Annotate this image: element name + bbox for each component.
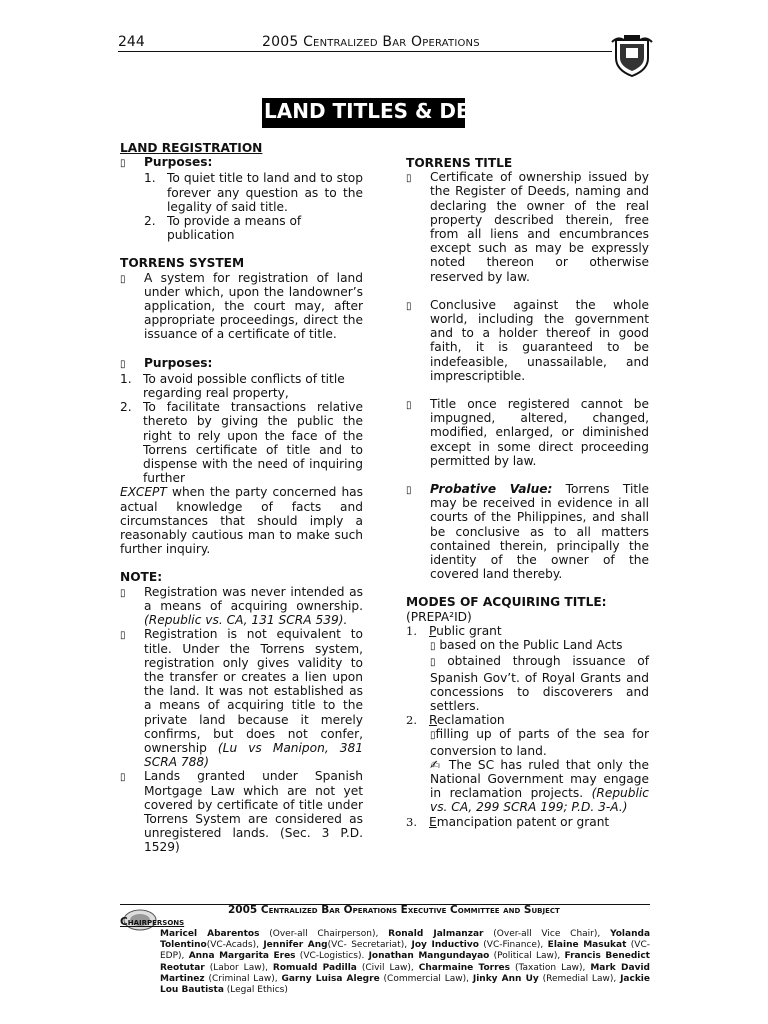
modes-heading: MODES OF ACQUIRING TITLE: — [406, 595, 607, 610]
person-name: Garny Luisa Alegre — [281, 973, 380, 984]
list-item: ▯ Registration is not equivalent to title. Under the Torrens system, registration only gives validity to the transfer or creates a lien upon the land. It was not established as a means of acquiring title to the private land because it merely confirms, but does not confer, ownership (Lu vs Manipon, 381 SCRA 788) — [120, 627, 363, 769]
purposes-label-row — [120, 155, 363, 171]
square-bullet-icon — [406, 482, 430, 581]
person-role: (Political Law), — [489, 951, 565, 962]
list-item: ▯ Lands granted under Spanish Mortgage Law which are not yet covered by certificate of title under Torrens System are considered as unregistered lands. (Sec. 3 P.D. 1529) — [120, 769, 363, 854]
person-name: Elaine Masukat — [547, 940, 627, 951]
person-role: (Over-all Vice Chair), — [483, 929, 611, 939]
person-role: (Legal Ethics) — [223, 985, 288, 996]
list-item: ▯ Probative Value: Torrens Title may be received in evidence in all courts of the Philippines, and shall be conclusive as to all matters contained therein, principally the identity of the owner of the covered land thereby. — [406, 482, 649, 581]
square-bullet-icon — [406, 298, 430, 383]
person-role: (VC-EDP), — [160, 940, 650, 962]
person-role: (Remedial Law), — [538, 973, 621, 984]
square-bullet-icon — [120, 271, 144, 342]
person-role: (Commercial Law), — [379, 973, 473, 984]
writing-hand-icon: ✍ — [430, 757, 443, 772]
torrens-system-heading: TORRENS SYSTEM — [120, 256, 245, 271]
list-item: ▯ Certificate of ownership issued by the Register of Deeds, naming and declaring the owner of the real property described therein, free from all liens and encumbrances except such as may be expressly noted thereon or otherwise reserved by law. — [406, 170, 649, 284]
list-item — [120, 271, 363, 342]
person-name: Jinky Ann Uy — [472, 973, 539, 984]
person-role: (VC-Logistics). — [295, 951, 369, 962]
list-item: ✍ The SC has ruled that only the National Government may engage in reclamation projects. (Republic vs. CA, 299 SCRA 199; P.D. 3-A.) — [430, 757, 649, 815]
list-item: ▯ obtained through issuance of Spanish Gov’t. of Royal Grants and concessions to discoverers and settlers. — [406, 654, 649, 713]
torrens-title-heading: TORRENS TITLE — [406, 156, 513, 170]
left-column — [120, 141, 363, 855]
list-item: ▯ Title once registered cannot be impugned, altered, changed, modified, enlarged, or diminished except in some direct proceeding permitted by law. — [406, 397, 649, 468]
right-column — [406, 156, 649, 829]
person-name: Romuald Padilla — [272, 962, 357, 973]
person-name: Yolanda Tolentino — [160, 929, 651, 951]
purposes-label: Purposes: — [144, 355, 213, 370]
list-item: 1. To avoid possible conflicts of title regarding real property, — [120, 371, 345, 401]
chapter-title-box — [262, 98, 515, 128]
list-item: 2. To facilitate transactions relative thereto by giving the public the right to rely upon the face of the Torrens certificate of title and to dispense with the need of inquiring further — [120, 400, 363, 486]
purposes-label: Purposes: — [144, 155, 213, 170]
law-school-seal-icon — [612, 34, 652, 78]
person-role: (VC-Acads), — [206, 940, 264, 951]
list-item: ▯ Conclusive against the whole world, including the government and to a holder thereof in good faith, it is guaranteed to be indefeasible, unassailable, and imprescriptible. — [406, 298, 649, 383]
footer-heading-2: Chairpersons — [120, 916, 185, 928]
list-item: ▯ based on the Public Land Acts — [406, 638, 649, 654]
person-role: (Taxation Law), — [510, 962, 591, 973]
list-item: 3. Emancipation patent or grant — [406, 814, 610, 829]
person-name: Francis Benedict Reotutar — [160, 951, 650, 973]
list-item: 2. To provide a means of publication — [144, 214, 302, 243]
except-paragraph: EXCEPT when the party concerned has actual knowledge of facts and circumstances that should imply a reasonably cautious man to make such further inquiry. — [120, 485, 363, 557]
person-name: Jennifer Ang — [263, 940, 328, 951]
square-bullet-icon — [120, 769, 144, 854]
square-bullet-icon — [120, 627, 144, 769]
person-name: Jackie Lou Bautista — [160, 973, 650, 996]
person-role: (Civil Law), — [356, 962, 419, 973]
running-title: 2005 Centralized Bar Operations — [262, 34, 480, 50]
page-number: 244 — [118, 34, 145, 50]
square-bullet-icon — [406, 397, 430, 468]
person-name: Charmaine Torres — [418, 962, 511, 973]
header-rule — [118, 51, 612, 52]
modes-acronym: (PREPA²ID) — [406, 609, 472, 624]
person-name: Jonathan Mangundayao — [368, 951, 490, 962]
person-name: Maricel Abarentos — [160, 929, 260, 939]
person-name: Anna Margarita Eres — [188, 951, 296, 962]
person-role: (Criminal Law), — [204, 973, 282, 984]
square-bullet-icon — [120, 356, 144, 372]
person-name: Joy Inductivo — [411, 940, 479, 951]
chapter-title: LAND TITLES & DEEDS — [264, 99, 515, 123]
list-item: ▯ filling up of parts of the sea for conversion to land. — [406, 727, 649, 757]
person-role: (Over-all Chairperson), — [259, 929, 389, 939]
person-name: Ronald Jalmanzar — [388, 929, 484, 939]
note-heading: NOTE: — [120, 570, 163, 585]
person-role: (Labor Law), — [204, 962, 273, 973]
list-item: ▯ Registration was never intended as a means of acquiring ownership. (Republic vs. CA, 131 SCRA 539). — [120, 585, 363, 628]
list-item: 2. Reclamation — [406, 713, 505, 728]
person-role: (VC- Secretariat), — [327, 940, 412, 951]
torrens-system-definition: A system for registration of land under which, upon the landowner’s application, the court may, after appropriate proceedings, direct the issuance of a certificate of title. — [144, 270, 363, 342]
purposes-label-row — [120, 356, 363, 372]
square-bullet-icon — [120, 585, 144, 628]
footer-heading: 2005 Centralized Bar Operations Executive Committee and Subject — [228, 904, 560, 916]
square-bullet-icon — [120, 155, 144, 171]
list-item: 1. Public grant — [406, 623, 502, 638]
square-bullet-icon — [406, 170, 430, 284]
footer-credits — [120, 929, 650, 996]
land-registration-heading: LAND REGISTRATION — [120, 141, 263, 155]
person-name: Mark David Martinez — [160, 962, 650, 984]
person-role: (VC-Finance), — [478, 940, 548, 951]
list-item: 1. To quiet title to land and to stop forever any question as to the legality of said title. — [144, 171, 363, 214]
